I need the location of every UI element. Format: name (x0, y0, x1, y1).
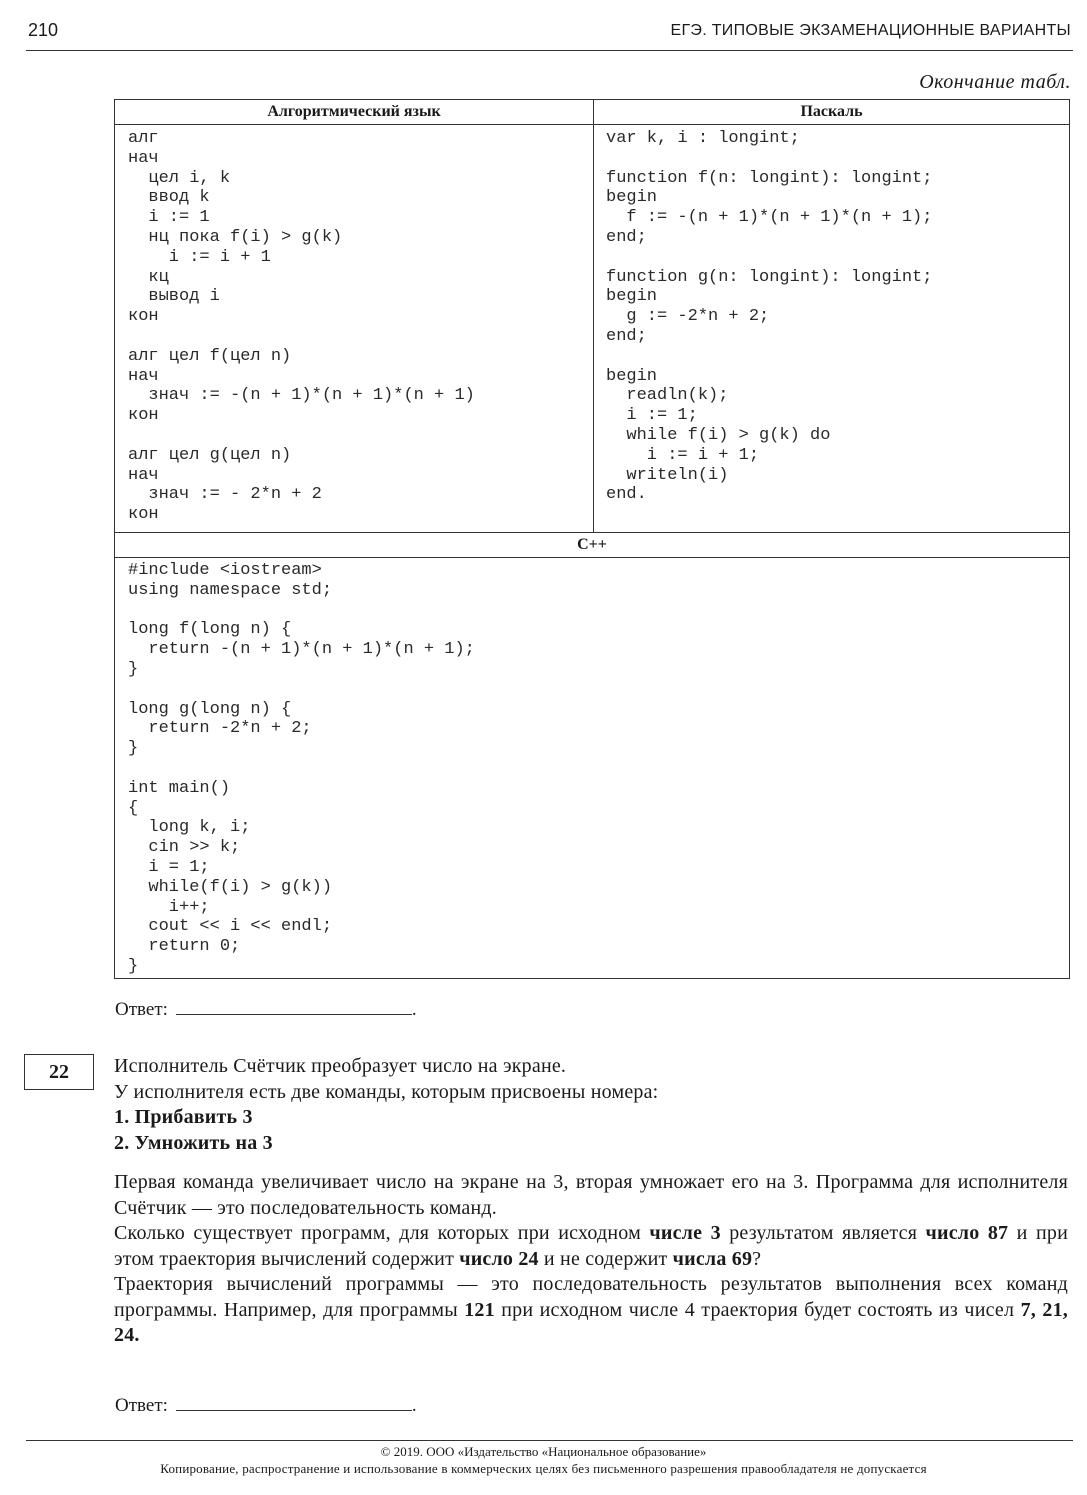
answer-field[interactable] (176, 996, 412, 1015)
page-number: 210 (28, 20, 59, 40)
task-question (114, 1221, 1068, 1272)
task-statement (114, 1054, 1068, 1156)
table-continuation-note: Окончание табл. (919, 71, 1071, 93)
task-number-box: 22 (24, 1054, 94, 1090)
column-divider (593, 100, 594, 532)
command-2: 2. Умножить на 3 (114, 1131, 273, 1154)
answer-line-22 (115, 1392, 417, 1417)
question-include-value: число 24 (459, 1247, 539, 1270)
question-result-value: число 87 (925, 1222, 1009, 1244)
algo-code: алг нач цел i, k ввод k i := 1 нц пока f(i) > g(k) i := i + 1 кц вывод i кон алг цел f(цел n) нач знач := -(n + 1)*(n + 1)*(n + 1) кон алг цел g(цел n) нач знач := - 2*n + 2 кон (128, 129, 475, 525)
footer-legal: Копирование, распространение и использование в коммерческих целях без письменного разрешения правообладателя не допускается (160, 1461, 927, 1476)
task-intro-line1: Исполнитель Счётчик преобразует число на экране. (114, 1055, 567, 1077)
answer-end: . (411, 999, 417, 1020)
example-trajectory: 7, 21, 24. (114, 1298, 1068, 1346)
question-text: ? (752, 1247, 762, 1270)
command-1: 1. Прибавить 3 (114, 1106, 253, 1128)
header-rule (26, 50, 1073, 51)
code-table (114, 99, 1070, 979)
example-program: 121 (464, 1298, 495, 1321)
cpp-column-header: C++ (115, 533, 1069, 558)
algo-column-header: Алгоритмический язык (115, 100, 593, 125)
answer-label: Ответ: (115, 999, 168, 1020)
pascal-column-header: Паскаль (594, 100, 1069, 125)
definition-text: Траектория вычислений программы — это последовательность результатов выполнения всех команд программы. Например, для программы (114, 1273, 1068, 1321)
answer-field[interactable] (176, 1392, 412, 1411)
task-body (114, 1170, 1068, 1349)
answer-label: Ответ: (115, 1395, 168, 1416)
question-text: и при этом траектория вычислений содержит (114, 1222, 1068, 1270)
trajectory-definition (114, 1272, 1068, 1349)
answer-end: . (411, 1395, 417, 1416)
footer-rule (26, 1440, 1073, 1441)
question-text: Сколько существует программ, для которых при исходном (114, 1222, 650, 1244)
question-text: результатом является (720, 1222, 926, 1244)
cpp-code: #include <iostream> using namespace std; long f(long n) { return -(n + 1)*(n + 1)*(n + 1); } long g(long n) { return -2*n + 2; } int main() { long k, i; cin >> k; i = 1; while(f(i) > g(k)) i++; cout << i << endl; return 0; } (128, 561, 475, 976)
task-intro-line2: У исполнителя есть две команды, которым присвоены номера: (114, 1080, 659, 1103)
running-header: ЕГЭ. ТИПОВЫЕ ЭКЗАМЕНАЦИОННЫЕ ВАРИАНТЫ (670, 22, 1071, 39)
question-exclude-value: числа 69 (672, 1247, 753, 1270)
answer-line-21 (115, 996, 417, 1021)
task-paragraph-1: Первая команда увеличивает число на экране на 3, вторая умножает его на 3. Программа для исполнителя Счётчик — это последовательность команд. (114, 1171, 1068, 1219)
pascal-code: var k, i : longint; function f(n: longint): longint; begin f := -(n + 1)*(n + 1)*(n + 1); end; function g(n: longint): longint; begin g := -2*n + 2; end; begin readln(k); i := 1; while f(i) > g(k) do i := i + 1; writeln(i) end. (606, 129, 933, 505)
footer-copyright: © 2019. ООО «Издательство «Национальное образование» (380, 1444, 707, 1459)
definition-text: при исходном числе 4 траектория будет состоять из чисел (494, 1298, 1021, 1321)
question-start-value: числе 3 (649, 1222, 721, 1244)
question-text: и не содержит (538, 1247, 673, 1270)
